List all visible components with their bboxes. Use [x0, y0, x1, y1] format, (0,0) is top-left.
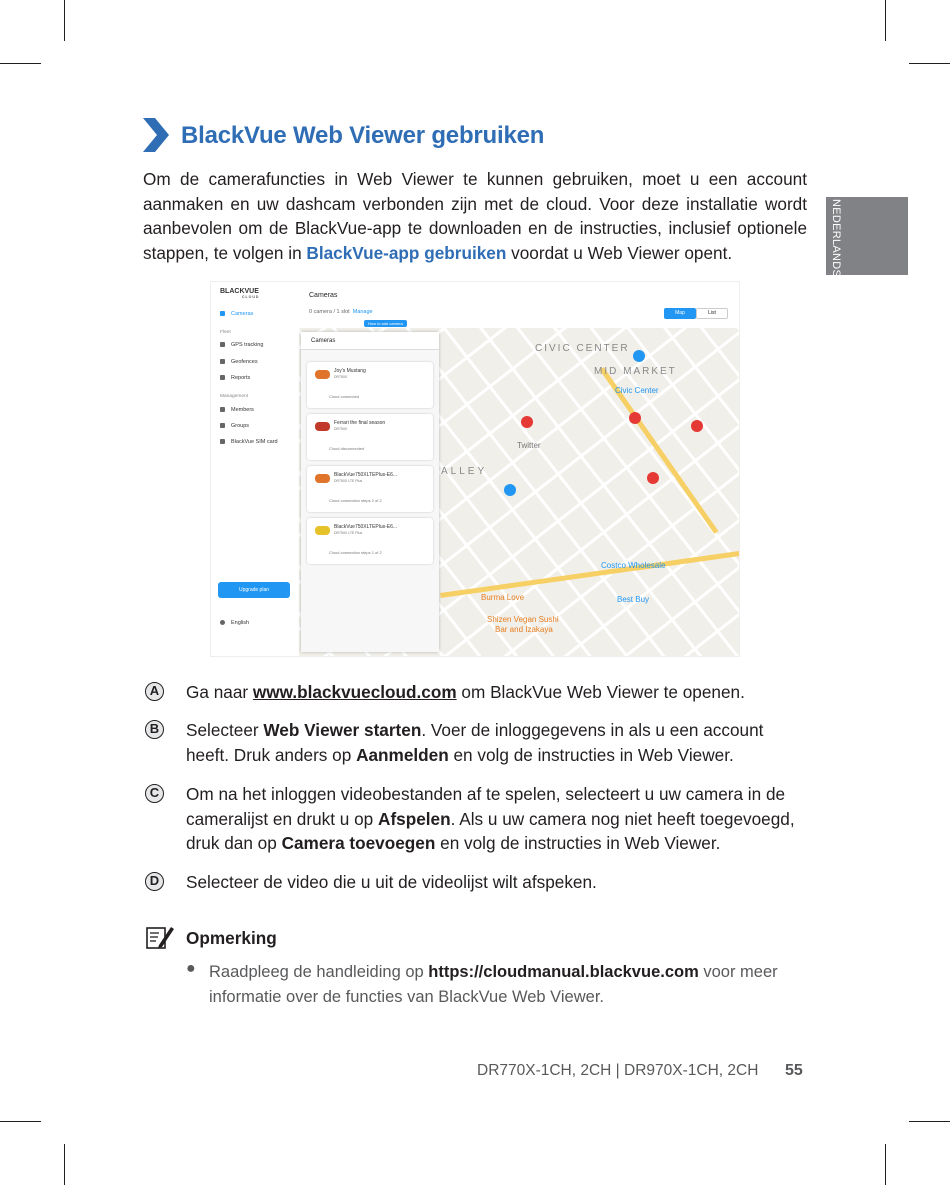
camera-model: DR750X: [334, 427, 348, 431]
chevron-right-icon: [143, 118, 169, 152]
sidebar-item-reports[interactable]: Reports: [220, 375, 250, 381]
step-letter: C: [145, 784, 164, 803]
camera-pin[interactable]: [504, 484, 516, 496]
map-label: CIVIC CENTER: [535, 343, 630, 354]
camera-name: Ferrari the final season: [334, 420, 386, 426]
manage-link[interactable]: Manage: [352, 309, 373, 315]
page-number: 55: [785, 1062, 803, 1079]
step-text: Ga naar www.blackvuecloud.com om BlackVue Web Viewer te openen.: [186, 682, 745, 702]
camera-card[interactable]: [307, 414, 433, 460]
crop-mark: [64, 1144, 65, 1185]
map-view-button[interactable]: Map: [664, 308, 696, 319]
map-label: Best Buy: [617, 595, 650, 604]
step-text: Selecteer Web Viewer starten. Voer de inloggegevens in als u een account heeft. Druk anders op Aanmelden en volg de instructies in Web Viewer.: [186, 720, 764, 765]
camera-status: Cloud disconnected: [329, 446, 365, 451]
camera-card[interactable]: [307, 362, 433, 408]
camera-pin[interactable]: [691, 420, 703, 432]
camera-pin[interactable]: [521, 416, 533, 428]
web-viewer-screenshot: [210, 281, 740, 657]
camera-model: DR750X LTE Plus: [334, 479, 363, 483]
footer-models: DR770X-1CH, 2CH | DR970X-1CH, 2CH: [477, 1062, 759, 1079]
crop-mark: [909, 63, 950, 64]
note-text: Raadpleeg de handleiding op https://cloudmanual.blackvue.com voor meer informatie over de functies van BlackVue Web Viewer.: [209, 963, 778, 1006]
car-icon: [315, 370, 330, 379]
blackvuecloud-link[interactable]: www.blackvuecloud.com: [252, 682, 457, 702]
upgrade-button[interactable]: Upgrade plan: [218, 582, 290, 598]
camera-pin[interactable]: [629, 412, 641, 424]
camera-name: BlackVue750XLTEPlus-E6...: [334, 472, 398, 478]
map-label: Civic Center: [615, 386, 659, 395]
map-label: MID MARKET: [594, 366, 677, 377]
camera-card[interactable]: [307, 466, 433, 512]
crop-mark: [64, 0, 65, 41]
sidebar-item-gps[interactable]: GPS tracking: [220, 342, 263, 348]
intro-paragraph: Om de camerafuncties in Web Viewer te kunnen gebruiken, moet u een account aanmaken en uw dashcam verbonden zijn met de cloud. Voor deze installatie wordt aanbevolen om de BlackVue-app te downloaden en de instructies, inclusief optionele stappen, te volgen in BlackVue-app gebruiken voordat u Web Viewer opent.: [143, 169, 807, 263]
step-letter: B: [145, 720, 164, 739]
panel-title: Cameras: [301, 332, 439, 350]
camera-status: Cloud connected: [329, 394, 360, 399]
camera-pin[interactable]: [647, 472, 659, 484]
camera-model: DR750X: [334, 375, 348, 379]
car-icon: [315, 474, 330, 483]
map-label: Shizen Vegan Sushi: [487, 615, 559, 624]
intro-link[interactable]: BlackVue-app gebruiken: [306, 242, 507, 263]
car-icon: [315, 422, 330, 431]
note-heading: Opmerking: [186, 928, 277, 948]
header-title: Cameras: [309, 292, 338, 299]
camera-status: Cloud connection steps 1 of 2: [329, 550, 382, 555]
camera-pin[interactable]: [633, 350, 645, 362]
crop-mark: [0, 63, 41, 64]
manual-link[interactable]: https://cloudmanual.blackvue.com: [428, 963, 699, 981]
sidebar-item-sim[interactable]: BlackVue SIM card: [220, 439, 278, 445]
map-label: ALLEY: [441, 466, 488, 477]
list-view-button[interactable]: List: [696, 308, 728, 319]
map-label: Bar and Izakaya: [495, 625, 553, 634]
sidebar-section-fleet: Fleet: [220, 330, 231, 335]
map-label: Burma Love: [481, 593, 525, 602]
note-pencil-icon: [145, 923, 175, 951]
step-text: Selecteer de video die u uit de videolijst wilt afspeken.: [186, 872, 597, 892]
sidebar-section-management: Management: [220, 394, 248, 399]
camera-list-panel: [301, 332, 439, 652]
how-to-tooltip[interactable]: How to add camera: [364, 320, 407, 327]
sidebar-item-members[interactable]: Members: [220, 407, 254, 413]
step-text: Om na het inloggen videobestanden af te spelen, selecteert u uw camera in de cameralijst en drukt u op Afspelen. Als u uw camera nog niet heeft toegevoegd, druk dan op Camera toevoegen en volg de instructies in Web Viewer.: [186, 784, 795, 853]
top-bar: [299, 282, 740, 329]
section-title: BlackVue Web Viewer gebruiken: [181, 122, 545, 149]
step-letter: A: [145, 682, 164, 701]
camera-card[interactable]: [307, 518, 433, 564]
blackvue-logo: BLACKVUE CLOUD: [220, 288, 260, 299]
crop-mark: [885, 0, 886, 41]
crop-mark: [909, 1121, 950, 1122]
crop-mark: [0, 1121, 41, 1122]
camera-name: BlackVue750XLTEPlus-E6...: [334, 524, 398, 530]
map-area[interactable]: [299, 328, 740, 657]
language-side-tab: NEDERLANDS: [826, 197, 908, 275]
crop-mark: [885, 1144, 886, 1185]
language-select[interactable]: English: [220, 620, 249, 626]
sidebar-item-cameras[interactable]: Cameras: [220, 311, 253, 317]
camera-model: DR750X LTE Plus: [334, 531, 363, 535]
sidebar-item-groups[interactable]: Groups: [220, 423, 249, 429]
highway: [440, 551, 740, 598]
map-label: Twitter: [517, 441, 541, 450]
sidebar: [211, 282, 300, 657]
slot-info: 0 camera / 1 slot Manage: [309, 309, 373, 315]
sidebar-item-geofences[interactable]: Geofences: [220, 359, 258, 365]
camera-status: Cloud connection steps 2 of 2: [329, 498, 382, 503]
step-letter: D: [145, 872, 164, 891]
car-icon: [315, 526, 330, 535]
camera-name: Joy's Mustang: [334, 368, 366, 374]
map-label: Costco Wholesale: [601, 561, 666, 570]
bullet-icon: ●: [186, 960, 196, 977]
